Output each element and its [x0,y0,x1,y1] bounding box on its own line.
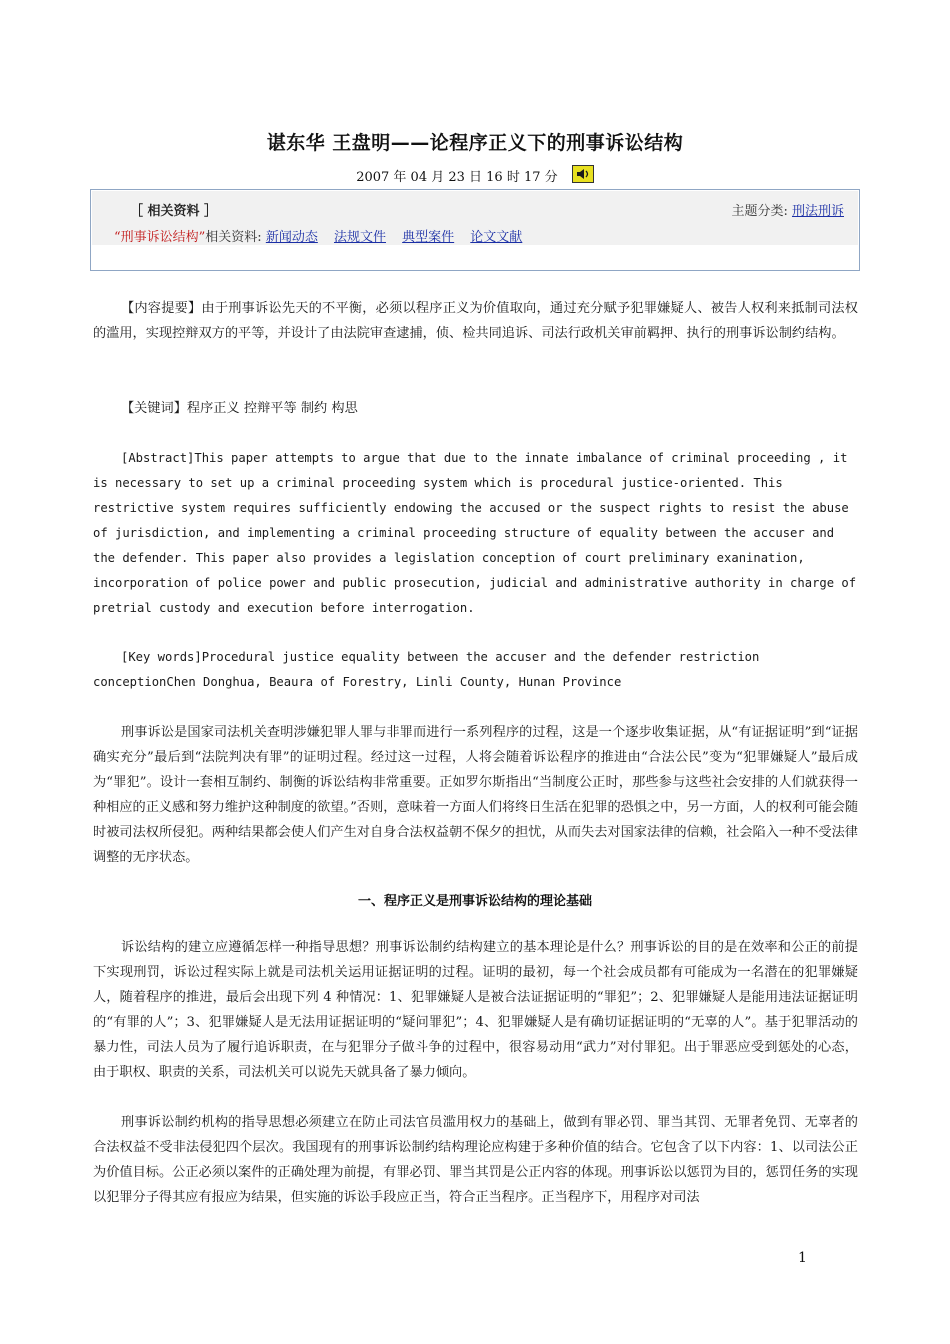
body-paragraph-2: 诉讼结构的建立应遵循怎样一种指导思想？刑事诉讼制约结构建立的基本理论是什么？刑事诉讼的目的是在效率和公正的前提下实现刑罚，诉讼过程实际上就是司法机关运用证据证明的过程。证明的最初，每一个社会成员都有可能成为一名潜在的犯罪嫌疑人，随着程序的推进，最后会出现下列 4 种情况：1、犯罪嫌疑人是被合法证据证明的“罪犯”；2、犯罪嫌疑人是能用违法证据证明的“有罪的人”；3、犯罪嫌疑人是无法用证据证明的“疑问罪犯”；4、犯罪嫌疑人是有确切证据证明的“无辜的人”。基于犯罪活动的暴力性，司法人员为了履行追诉职责，在与犯罪分子做斗争的过程中，很容易动用“武力”对付罪犯。出于罪恶应受到惩处的心态，由于职权、职责的关系，司法机关可以说先天就具备了暴力倾向。 [93,940,858,1080]
body-paragraph-1: 刑事诉讼是国家司法机关查明涉嫌犯罪人罪与非罪而进行一系列程序的过程，这是一个逐步收集证据，从“有证据证明”到“证据确实充分”最后到“法院判决有罪”的证明过程。经过这一过程，人将会随着诉讼程序的推进由“合法公民”变为“犯罪嫌疑人”最后成为“罪犯”。设计一套相互制约、制衡的诉讼结构非常重要。正如罗尔斯指出“当制度公正时，那些参与这些社会安排的人们就获得一种相应的正义感和努力维护这种制度的欲望。”否则，意味着一方面人们将终日生活在犯罪的恐惧之中，另一方面，人的权利可能会随时被司法权所侵犯。两种结果都会使人们产生对自身合法权益朝不保夕的担忧，从而失去对国家法律的信赖，社会陷入一种不受法律调整的无序状态。 [93,725,859,865]
related-info-box [90,189,860,271]
page-number: 1 [798,1250,807,1266]
keywords-cn: 【关键词】程序正义 控辩平等 制约 构思 [121,401,358,416]
related-links [114,226,534,245]
link-news[interactable]: 新闻动态 [265,230,318,245]
category [731,200,844,219]
page-title: 谌东华 王盘明——论程序正义下的刑事诉讼结构 [266,132,684,154]
publish-date [0,165,950,185]
related-topic-suffix: 相关资料: [205,230,262,245]
category-link[interactable]: 刑法刑诉 [791,204,844,219]
keywords-en: [Key words]Procedural justice equality between the accuser and the defender restriction conceptionChen Donghua, Beaura of Forestry, Linli County, Hunan Province [93,650,760,689]
body-paragraph-3: 刑事诉讼制约机构的指导思想必须建立在防止司法官员滥用权力的基础上，做到有罪必罚、罪当其罚、无罪者免罚、无辜者的合法权益不受非法侵犯四个层次。我国现有的刑事诉讼制约结构理论应构建于多种价值的结合。它包含了以下内容：1、以司法公正为价值目标。公正必须以案件的正确处理为前提，有罪必罚、罪当其罚是公正内容的体现。刑事诉讼以惩罚为目的，惩罚任务的实现以犯罪分子得其应有报应为结果，但实施的诉讼手段应正当，符合正当程序。正当程序下，用程序对司法 [93,1115,858,1205]
related-info-header [92,191,858,245]
related-heading: ［ 相关资料 ］ [130,204,218,219]
related-topic: “刑事诉讼结构” [114,230,206,245]
abstract-cn: 【内容提要】由于刑事诉讼先天的不平衡，必须以程序正义为价值取向，通过充分赋予犯罪嫌疑人、被告人权利来抵制司法权的滥用，实现控辩双方的平等，并设计了由法院审查逮捕，侦、检共同追诉、司法行政机关审前羁押、执行的刑事诉讼制约结构。 [93,301,858,341]
link-papers[interactable]: 论文文献 [470,230,523,245]
link-regulations[interactable]: 法规文件 [333,230,386,245]
abstract-en: [Abstract]This paper attempts to argue that due to the innate imbalance of criminal proceeding , it is necessary to set up a criminal proceeding system which is procedural justice-oriented. This restrictive system requires sufficiently endowing the accused or the suspect rights to resist the abuse of jurisdiction, and implementing a criminal proceeding structure of equality between the accuser and the defender. This paper also provides a legislation conception of court preliminary exanination, incorporation of police power and public prosecution, judicial and administrative authority in charge of pretrial custody and execution before interrogation. [93,451,857,615]
category-label: 主题分类: [731,204,792,219]
section-heading-1: 一、程序正义是刑事诉讼结构的理论基础 [357,894,592,909]
date-text: 2007 年 04 月 23 日 16 时 17 分 [356,170,558,185]
speaker-icon[interactable] [572,165,594,183]
link-cases[interactable]: 典型案件 [402,230,455,245]
